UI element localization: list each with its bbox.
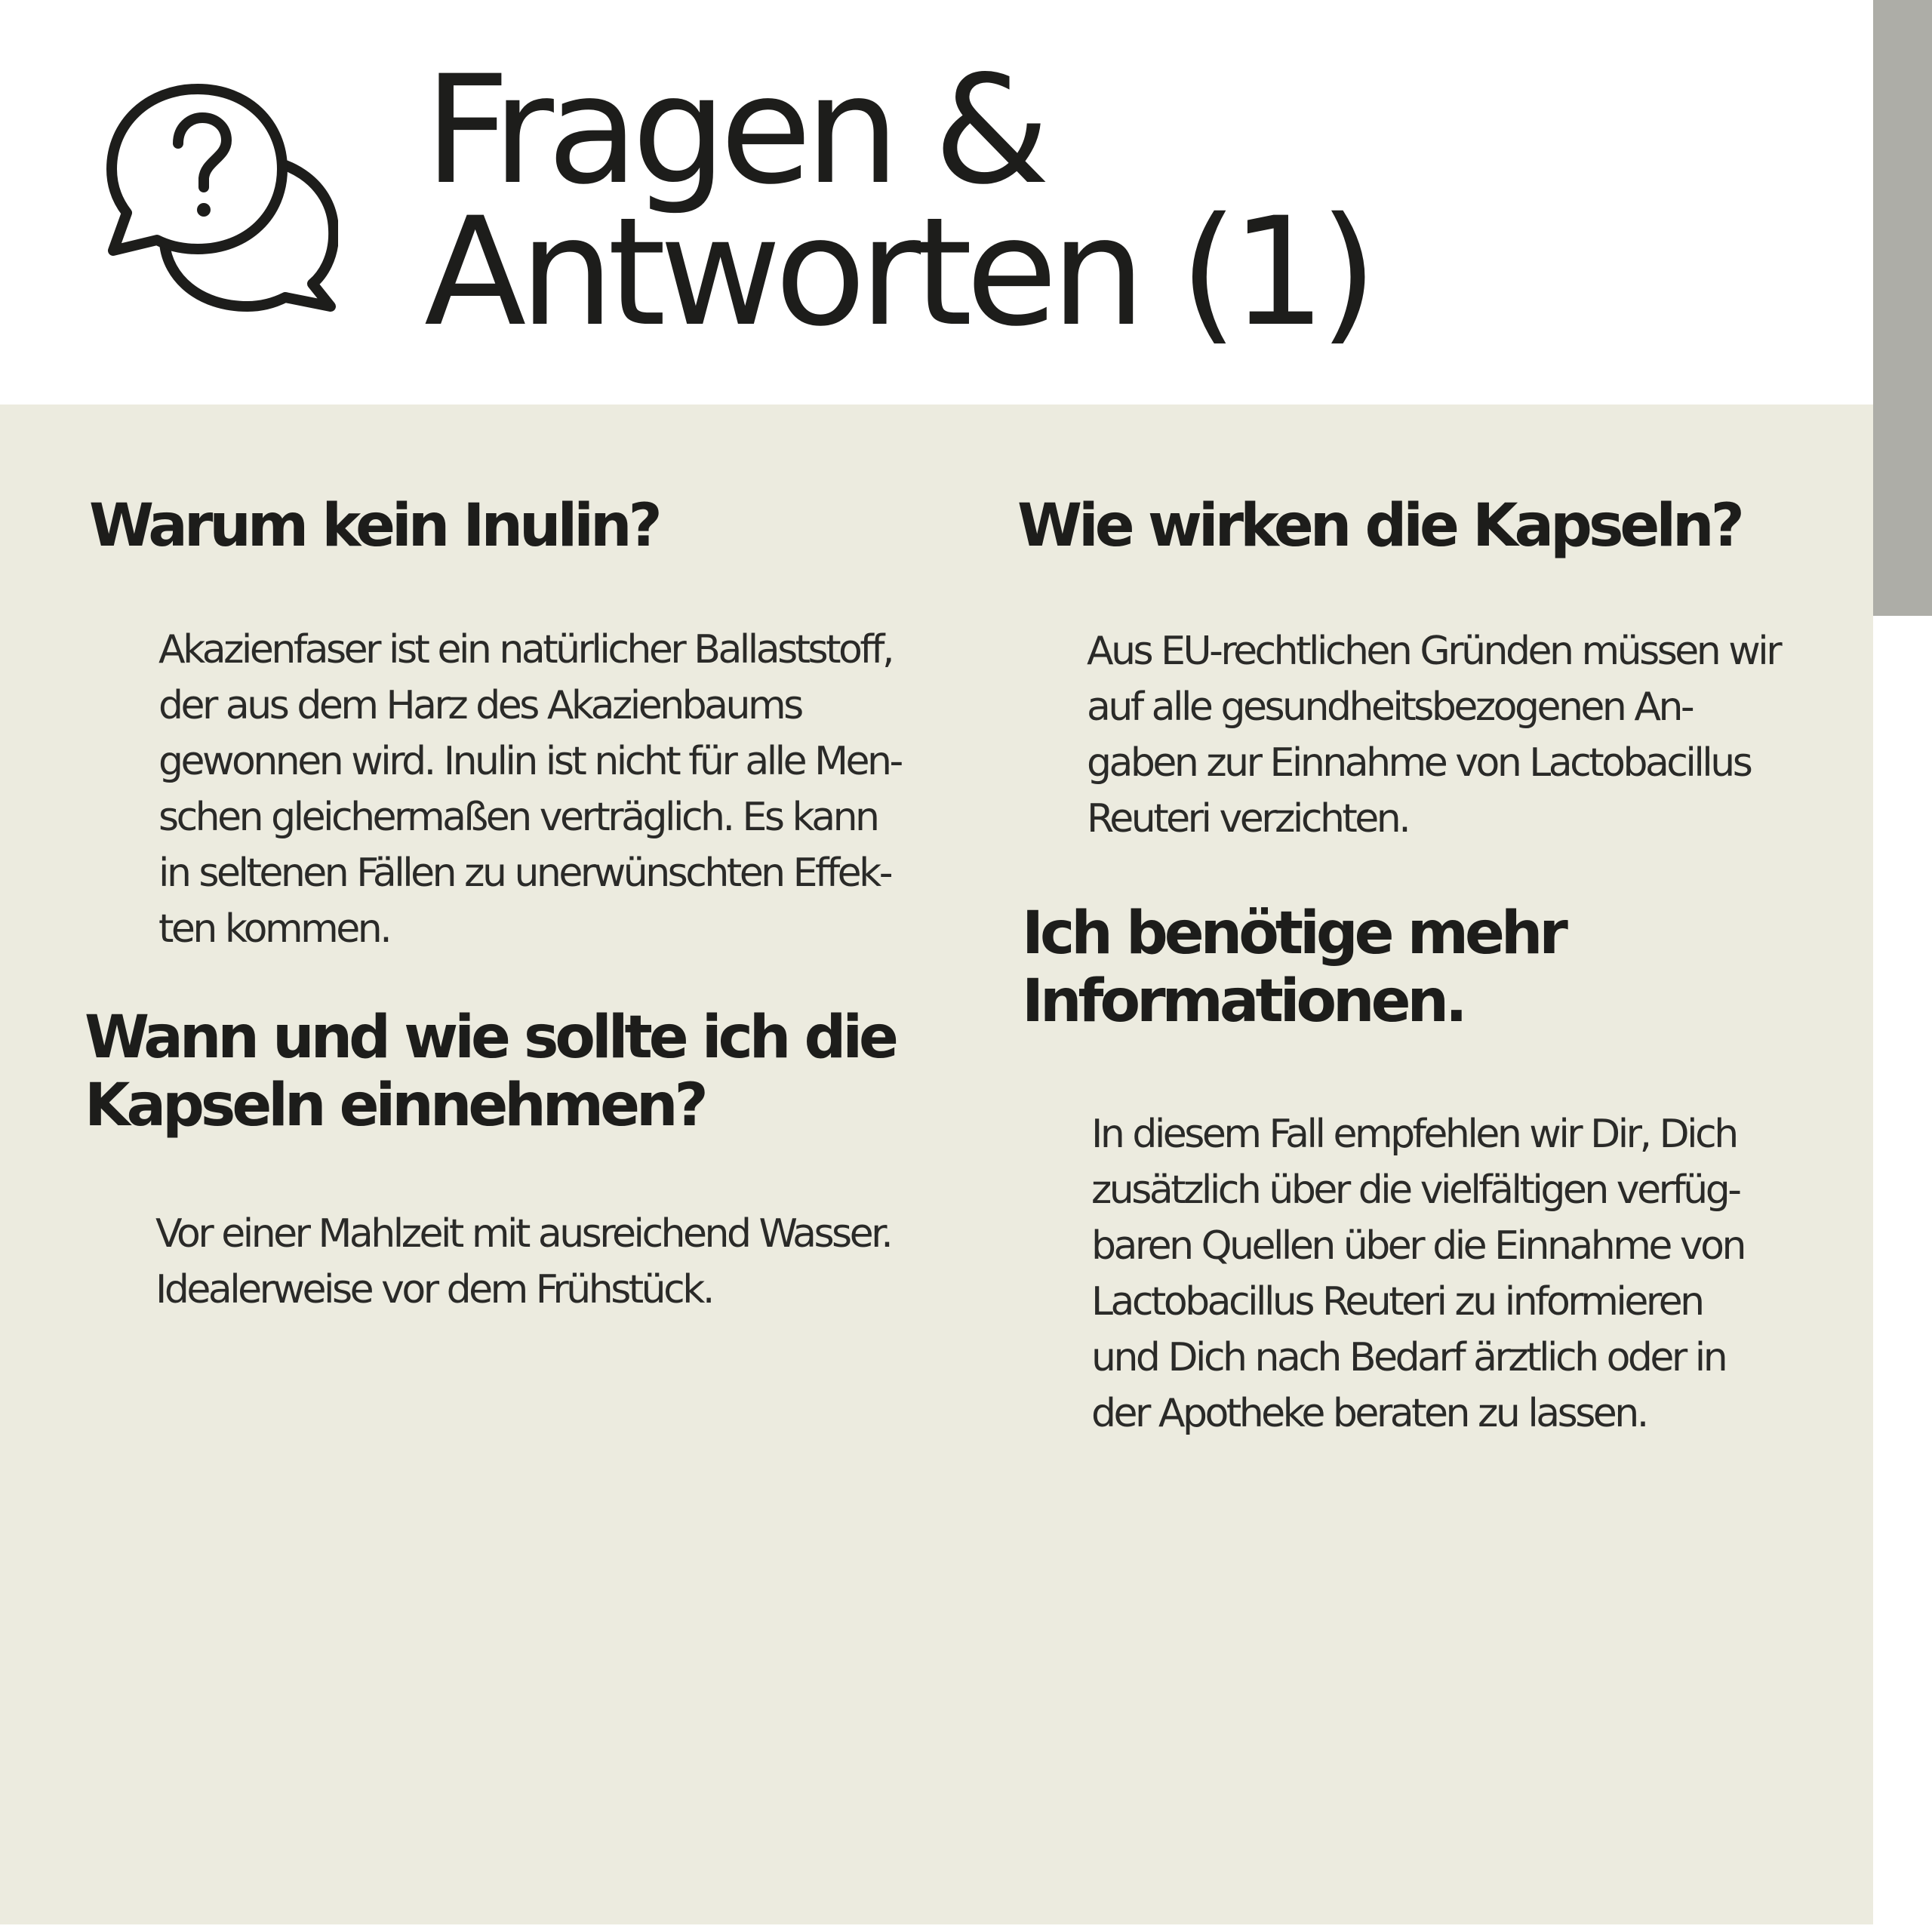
page-title-line-1: Fragen & <box>424 43 1044 217</box>
faq-question-how-capsules-work: Wie wirken die Kapseln? <box>1017 492 1741 560</box>
faq-answer-why-no-inulin: Akazienfaser ist ein natürlicher Ballaststoff, der aus dem Harz des Akazienbaums gewonnen wird. Inulin ist nicht für alle Men- schen gleichermaßen verträglich. Es kann in seltenen Fällen zu unerwünschten Effek- ten kommen. <box>158 627 901 952</box>
side-margin <box>1873 616 1932 1932</box>
page-title-line-2: Antworten (1) <box>424 185 1371 359</box>
faq-answer-when-how-take: Vor einer Mahlzeit mit ausreichend Wasser. Idealerweise vor dem Frühstück. <box>155 1211 891 1312</box>
faq-content <box>0 405 1873 1924</box>
faq-question-why-no-inulin: Warum kein Inulin? <box>89 492 659 560</box>
faq-answer-how-capsules-work: Aus EU-rechtlichen Gründen müssen wir auf alle gesundheitsbezogenen An- gaben zur Einnahme von Lactobacillus Reuteri verzichten. <box>1087 629 1780 841</box>
faq-answer-more-info: In diesem Fall empfehlen wir Dir, Dich zusätzlich über die vielfältigen verfüg- baren Quellen über die Einnahme von Lactobacillus Reuteri zu informieren und Dich nach Bedarf ärztlich oder in der Apotheke beraten zu lassen. <box>1091 1112 1744 1436</box>
side-accent-bar <box>1873 0 1932 616</box>
faq-question-when-how-take: Wann und wie sollte ich die Kapseln einnehmen? <box>85 1004 895 1140</box>
question-speech-bubbles-icon <box>104 82 338 312</box>
faq-question-more-info: Ich benötige mehr Informationen. <box>1022 900 1564 1035</box>
header <box>0 0 1873 405</box>
